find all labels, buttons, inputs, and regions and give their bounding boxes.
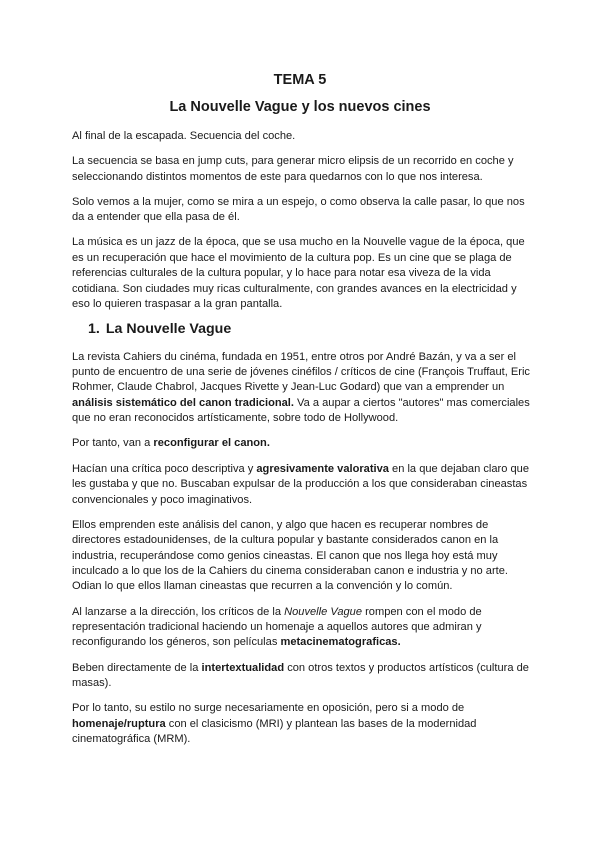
p11-text-a: Por lo tanto, su estilo no surge necesariamente en oposición, pero si a modo de (72, 702, 465, 715)
p9-text-c: rompen con el modo de representación tradicional haciendo un homenaje a aquellos autores que admiran y reconfigurando los géneros, son películas (72, 605, 482, 649)
paragraph-9 (72, 605, 532, 651)
paragraph-6 (72, 436, 532, 451)
p6-bold: reconfigurar el canon. (153, 437, 270, 450)
section-title: La Nouvelle Vague (105, 321, 232, 338)
paragraph-8: Ellos emprenden este análisis del canon, y algo que hacen es recuperar nombres de directores estadounidenses, de la cultura popular y bastante considerados canon en la industria, recuperándose como genios cineastas. El canon que nos llega hoy está muy inculcado a lo que los de la Cahiers du cinema consideraban canon e industria y no arte. Odian lo que ellos llaman cineastas que recurren a la convención y lo común. (72, 518, 509, 593)
p7-text-c: en la que dejaban claro que les gustaba y que no. Buscaban expulsar de la producción a los que consideraban cineastas convencionales y poco imaginativos. (72, 462, 529, 506)
paragraph-3: Solo vemos a la mujer, como se mira a un espejo, o como observa la calle pasar, lo que nos da a entender que ella pasa de él. (72, 195, 525, 224)
paragraph-4: La música es un jazz de la época, que se usa mucho en la Nouvelle vague de la época, que es un recuperación que hace el movimiento de la cultura pop. Es un cine que se plaga de referencias culturales de la cultura popular, y lo hace para notar esa viveza de la vida cotidiana. Son ciudades muy ricas culturalmente, con grandes avances en la electricidad y eso lo quieren traspasar a la gran pantalla. (72, 236, 525, 311)
p11-bold: homenaje/ruptura (72, 717, 166, 730)
p5-bold: análisis sistemático del canon tradicional. (72, 396, 294, 409)
p7-bold: agresivamente valorativa (256, 462, 389, 475)
p10-text-c: con otros textos y productos artísticos (cultura de masas). (72, 661, 529, 689)
section-number: 1. (88, 321, 100, 338)
paragraph-2: La secuencia se basa en jump cuts, para generar micro elipsis de un recorrido en coche y seleccionando distintos momentos de este para quedarnos con lo que nos interesa. (72, 155, 514, 183)
p9-italic: Nouvelle Vague (284, 605, 363, 618)
p10-bold: intertextualidad (201, 661, 285, 674)
p5-text-c: Va a aupar a ciertos "autores" mas comerciales que no eran reconocidos artísticamente, sobre todo de Hollywood. (72, 396, 530, 425)
p6-text-a: Por tanto, van a (72, 437, 154, 450)
p10-text-a: Beben directamente de la (72, 661, 202, 674)
p9-text-a: Al lanzarse a la dirección, los críticos de la (72, 605, 285, 618)
paragraph-5 (72, 350, 532, 427)
document-subtitle: La Nouvelle Vague y los nuevos cines (169, 99, 431, 115)
paragraph-10 (72, 661, 532, 692)
paragraph-11 (72, 701, 532, 747)
document-body (72, 129, 532, 757)
document-title: TEMA 5 (273, 72, 327, 88)
section-heading (72, 322, 532, 337)
paragraph-1: Al final de la escapada. Secuencia del coche. (72, 130, 296, 142)
p7-text-a: Hacían una crítica poco descriptiva y (72, 462, 257, 475)
paragraph-7 (72, 462, 532, 508)
p9-bold: metacinematograficas. (280, 636, 401, 649)
p5-text-a: La revista Cahiers du cinéma, fundada en 1951, entre otros por André Bazán, y va a ser el punto de encuentro de una serie de jóvenes cinéfilos / críticos de cine (François Truffaut, Eric Rohmer, Claude Chabrol, Jacques Rivette y Jean-Luc Godard) que van a emprender un (72, 350, 530, 394)
p11-text-c: con el clasicismo (MRI) y plantean las bases de la modernidad cinematográfica (MRM). (72, 717, 477, 745)
